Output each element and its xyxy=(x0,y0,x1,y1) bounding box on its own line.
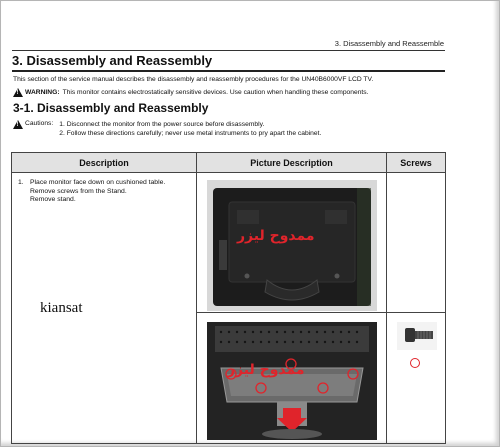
step-1-line: Remove screws from the Stand. xyxy=(30,187,127,195)
cautions-block xyxy=(13,120,321,138)
tv-rear-photo xyxy=(207,180,377,311)
header-screws: Screws xyxy=(387,153,446,173)
photo-watermark-1: ممدوح ليزر xyxy=(237,228,315,244)
stand-closeup-photo xyxy=(207,322,377,440)
step-1-line: 1. Place monitor face down on cushioned table. xyxy=(18,179,166,186)
subsection-title: 3-1. Disassembly and Reassembly xyxy=(13,101,209,115)
caution-item: 2. Follow these directions carefully; never use metal instruments to pry apart the cabinet. xyxy=(59,130,322,137)
warning-triangle-icon xyxy=(13,88,23,97)
cautions-list xyxy=(59,120,321,138)
screws-cell-1 xyxy=(387,173,446,313)
watermark-left: kiansat xyxy=(40,300,83,316)
screw-icon xyxy=(397,322,437,350)
warning-text: This monitor contains electrostatically sensitive devices. Use caution when handling these components. xyxy=(62,89,369,96)
cautions-label: Cautions: xyxy=(25,120,54,127)
warning-label: WARNING: xyxy=(25,89,60,96)
photo-watermark-2: ممدوح ليزر xyxy=(227,362,305,378)
intro-text: This section of the service manual describes the disassembly and reassembly procedures for the UN40B6000VF LCD TV. xyxy=(13,76,374,83)
step-1-list xyxy=(12,173,196,205)
screw-image xyxy=(397,322,437,350)
screw-marker-circle xyxy=(410,358,420,368)
caution-item: 1. Disconnect the monitor from the power source before disassembly. xyxy=(59,121,265,128)
running-header: 3. Disassembly and Reassemble xyxy=(334,39,444,48)
section-rule xyxy=(12,70,445,72)
step-1-line: Remove stand. xyxy=(30,196,76,203)
tv-rear-illustration xyxy=(207,180,377,311)
step-number: 1. xyxy=(18,179,24,186)
stand-closeup-illustration xyxy=(207,322,377,440)
section-title: 3. Disassembly and Reassembly xyxy=(12,53,213,68)
warning-note xyxy=(13,88,369,97)
header-description: Description xyxy=(12,153,197,173)
header-rule xyxy=(12,50,445,51)
caution-triangle-icon xyxy=(13,120,23,129)
header-picture-description: Picture Description xyxy=(197,153,387,173)
